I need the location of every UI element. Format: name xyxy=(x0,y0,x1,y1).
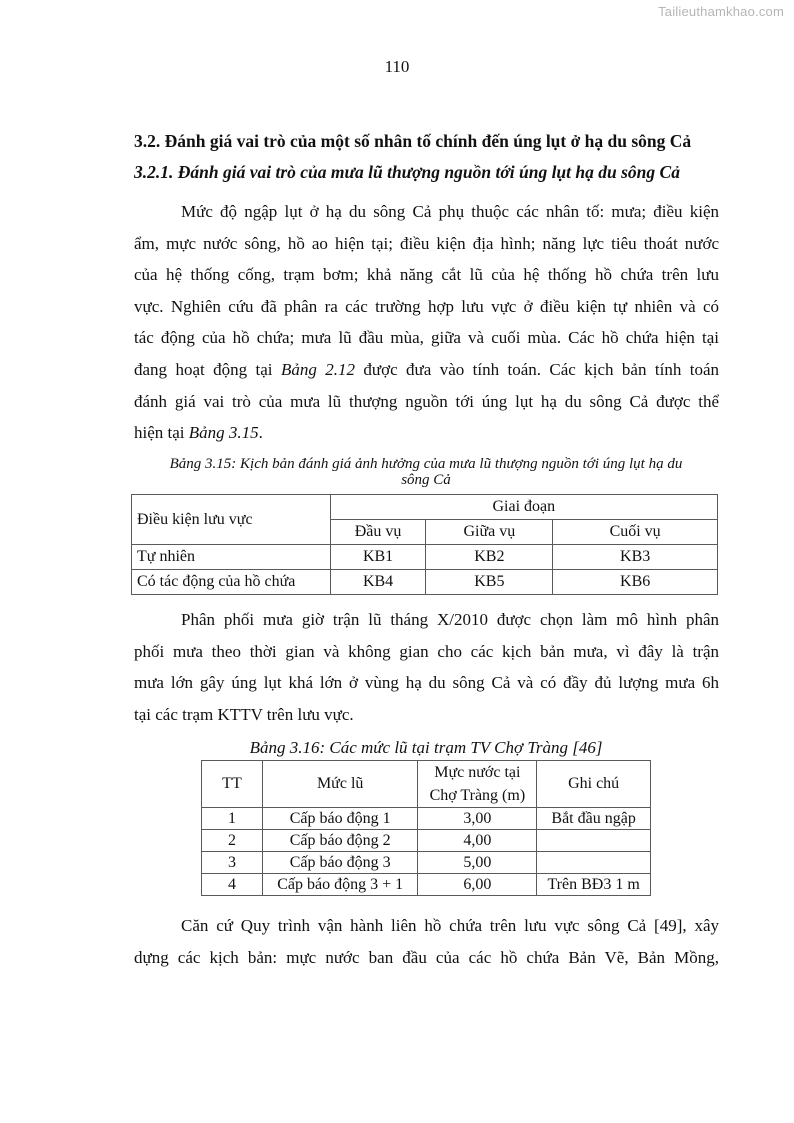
page-number: 110 xyxy=(384,57,410,76)
table-row xyxy=(202,808,651,830)
text-line: ẩm, mực nước sông, hồ ao hiện tại; điều kiện địa hình; năng lực tiêu thoát nước xyxy=(134,233,719,253)
table-3-16-caption: Bảng 3.16: Các mức lũ tại trạm TV Chợ Tràng [46] xyxy=(249,738,603,757)
cell-tt: 2 xyxy=(202,830,263,852)
table-row xyxy=(202,852,651,874)
table-reference: Bảng 3.15 xyxy=(188,423,259,443)
cell-condition: Tự nhiên xyxy=(132,545,331,570)
caption-line: Bảng 3.15: Kịch bản đánh giá ảnh hưởng của mưa lũ thượng nguồn tới úng lụt hạ du xyxy=(169,456,683,472)
text-line: dựng các kịch bản: mực nước ban đầu của các hồ chứa Bản Vẽ, Bản Mồng, xyxy=(134,947,719,967)
paragraph-3 xyxy=(134,910,719,973)
text-line: vực. Nghiên cứu đã phân ra các trường hợp lưu vực ở điều kiện tự nhiên và có xyxy=(134,296,719,316)
cell-water: 4,00 xyxy=(418,830,537,852)
text-line: Mức độ ngập lụt ở hạ du sông Cả phụ thuộc các nhân tố: mưa; điều kiện xyxy=(181,202,719,221)
cell-level: Cấp báo động 3 + 1 xyxy=(262,874,418,896)
table-reference: Bảng 2.12 xyxy=(280,359,355,379)
cell-note: Trên BĐ3 1 m xyxy=(537,874,651,896)
cell-scenario: KB1 xyxy=(330,545,426,570)
text-line: phối mưa theo thời gian và không gian cho các kịch bản mưa, vì đây là trận xyxy=(134,641,719,661)
cell-water: 5,00 xyxy=(418,852,537,874)
text-run: đang hoạt động tại xyxy=(134,359,281,379)
header-stage: Giai đoạn xyxy=(330,495,717,520)
table-3-15 xyxy=(131,494,718,595)
text-run: được đưa vào tính toán. Các kịch bản tính toán xyxy=(354,359,720,379)
cell-tt: 1 xyxy=(202,808,263,830)
cell-tt: 3 xyxy=(202,852,263,874)
cell-scenario: KB3 xyxy=(553,545,718,570)
text-line: đánh giá vai trò của mưa lũ thượng nguồn tới úng lụt hạ du sông Cả được thể xyxy=(134,391,719,411)
header-level: Mức lũ xyxy=(262,761,418,808)
header-tt: TT xyxy=(202,761,263,808)
header-stage-late: Cuối vụ xyxy=(553,520,718,545)
header-line: Chợ Tràng (m) xyxy=(429,787,526,804)
table-row xyxy=(202,874,651,896)
header-stage-mid: Giữa vụ xyxy=(426,520,553,545)
text-line: tại các trạm KTTV trên lưu vực. xyxy=(134,704,354,724)
text-line: Phân phối mưa giờ trận lũ tháng X/2010 được chọn làm mô hình phân xyxy=(181,610,719,629)
cell-scenario: KB6 xyxy=(553,570,718,595)
text-line: mưa lớn gây úng lụt khá lớn ở vùng hạ du sông Cả và có đầy đủ lượng mưa 6h xyxy=(134,673,719,693)
cell-water: 3,00 xyxy=(418,808,537,830)
paragraph-2 xyxy=(134,604,719,730)
table-3-15-caption xyxy=(120,456,732,488)
subsection-heading: 3.2.1. Đánh giá vai trò của mưa lũ thượng nguồn tới úng lụt hạ du sông Cả xyxy=(134,162,680,182)
header-water-level xyxy=(418,761,537,808)
cell-level: Cấp báo động 2 xyxy=(262,830,418,852)
cell-water: 6,00 xyxy=(418,874,537,896)
table-3-16 xyxy=(201,760,651,896)
cell-note: Bắt đầu ngập xyxy=(537,808,651,830)
header-line: Mực nước tại xyxy=(434,764,521,781)
table-row xyxy=(202,830,651,852)
text-run: . xyxy=(258,423,263,443)
header-stage-early: Đầu vụ xyxy=(330,520,426,545)
cell-scenario: KB5 xyxy=(426,570,553,595)
cell-note xyxy=(537,852,651,874)
table-row xyxy=(132,570,718,595)
text-line: Căn cứ Quy trình vận hành liên hồ chứa trên lưu vực sông Cả [49], xây xyxy=(181,916,719,935)
cell-note xyxy=(537,830,651,852)
table-row xyxy=(132,545,718,570)
paragraph-1 xyxy=(134,196,719,449)
cell-level: Cấp báo động 3 xyxy=(262,852,418,874)
text-line: tác động của hồ chứa; mưa lũ đầu mùa, giữa và cuối mùa. Các hồ chứa hiện tại xyxy=(134,328,719,348)
section-heading: 3.2. Đánh giá vai trò của một số nhân tố chính đến úng lụt ở hạ du sông Cả xyxy=(134,131,692,151)
caption-line: sông Cả xyxy=(401,472,451,488)
text-line xyxy=(134,354,719,386)
header-condition: Điều kiện lưu vực xyxy=(132,495,331,545)
watermark: Tailieuthamkhao.com xyxy=(658,4,784,19)
cell-scenario: KB2 xyxy=(426,545,553,570)
header-note: Ghi chú xyxy=(537,761,651,808)
text-run: hiện tại xyxy=(134,423,189,443)
text-line xyxy=(134,417,719,449)
text-line: của hệ thống cống, trạm bơm; khả năng cắt lũ của hệ thống hồ chứa trên lưu xyxy=(134,265,719,285)
cell-tt: 4 xyxy=(202,874,263,896)
cell-level: Cấp báo động 1 xyxy=(262,808,418,830)
cell-scenario: KB4 xyxy=(330,570,426,595)
cell-condition: Có tác động của hồ chứa xyxy=(132,570,331,595)
